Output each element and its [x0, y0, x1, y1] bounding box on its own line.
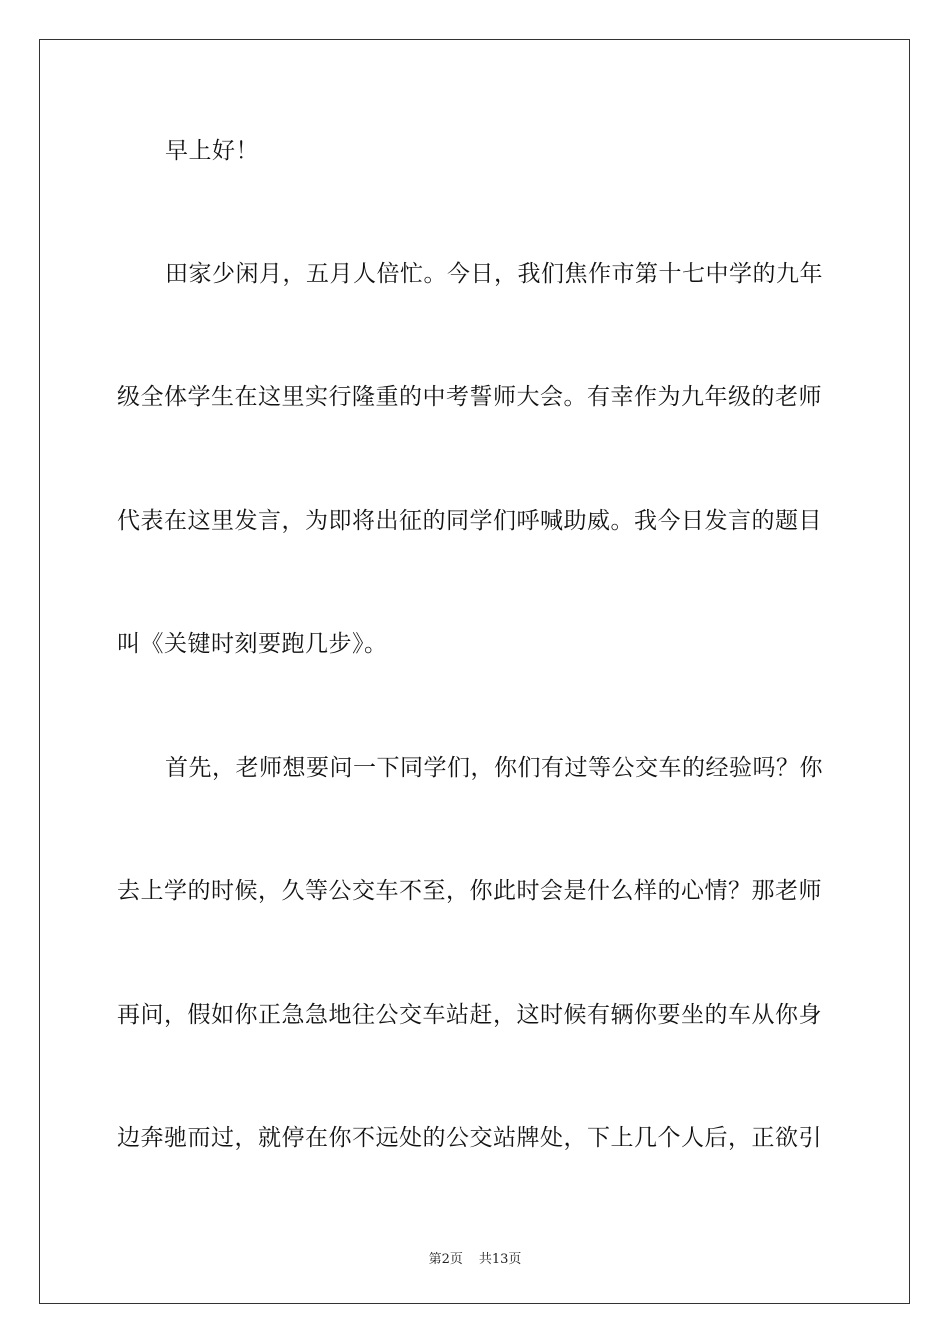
paragraph-greeting: 早上好！: [165, 138, 259, 164]
paragraph-1-line-3: 代表在这里发言，为即将出征的同学们呼喊助威。我今日发言的题目: [117, 508, 822, 534]
paragraph-2-line-2: 去上学的时候，久等公交车不至，你此时会是什么样的心情？那老师: [117, 878, 822, 904]
paragraph-2-line-3: 再问，假如你正急急地往公交车站赶，这时候有辆你要坐的车从你身: [117, 1002, 822, 1028]
page-number: 第2页: [428, 1252, 463, 1267]
paragraph-1-line-4: 叫《关键时刻要跑几步》。: [117, 631, 388, 657]
paragraph-1-line-2: 级全体学生在这里实行隆重的中考誓师大会。有幸作为九年级的老师: [117, 384, 822, 410]
page-total: 共13页: [478, 1252, 522, 1267]
paragraph-1-line-1: 田家少闲月，五月人倍忙。今日，我们焦作市第十七中学的九年: [165, 261, 823, 287]
paragraph-2-line-4: 边奔驰而过，就停在你不远处的公交站牌处，下上几个人后，正欲引: [117, 1125, 822, 1151]
page-footer: [0, 1248, 950, 1267]
page-border: [39, 39, 910, 1304]
paragraph-2-line-1: 首先，老师想要问一下同学们，你们有过等公交车的经验吗？你: [165, 755, 823, 781]
